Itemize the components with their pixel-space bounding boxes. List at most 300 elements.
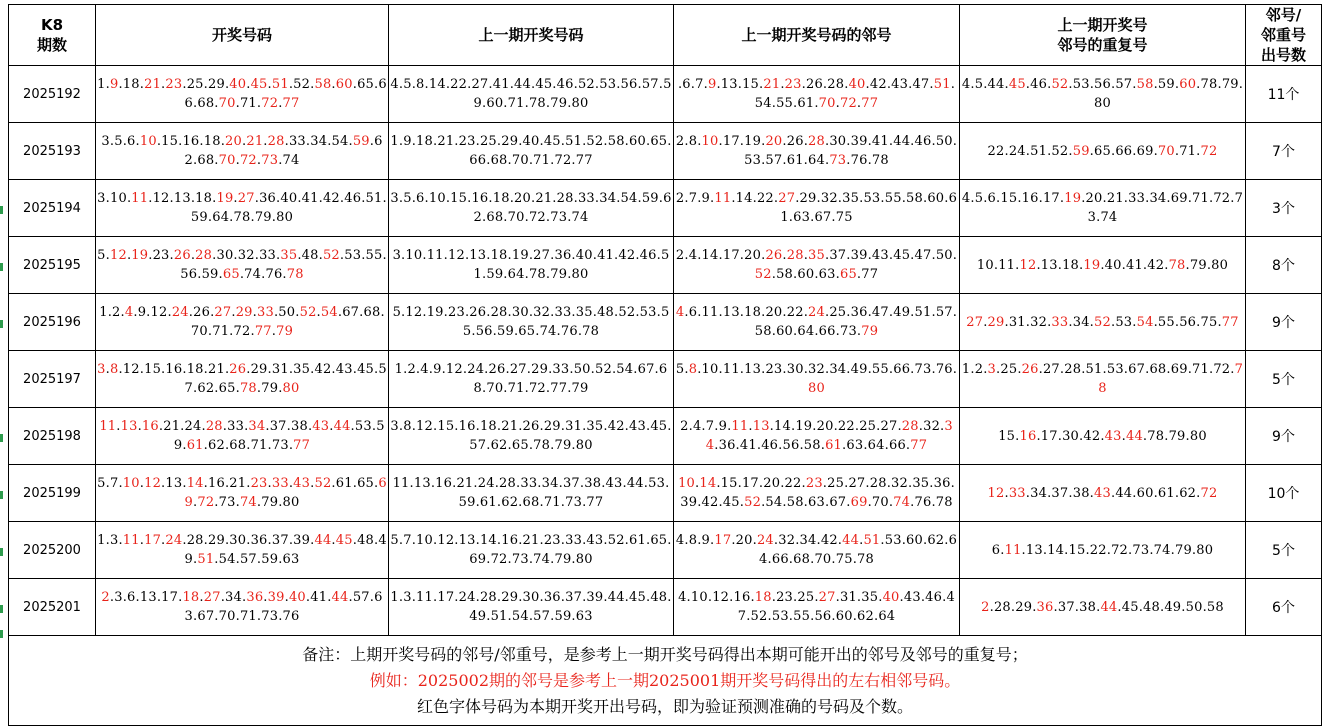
separator-dot: .	[441, 362, 446, 377]
cell-period[interactable]: 2025200	[9, 522, 96, 579]
number: 41	[492, 77, 510, 92]
separator-dot: .	[158, 419, 164, 434]
separator-dot: .	[824, 134, 830, 149]
separator-dot: .	[867, 362, 872, 377]
number: 36	[718, 438, 736, 453]
separator-dot: .	[156, 134, 162, 149]
separator-dot: .	[1068, 314, 1073, 330]
number: 65	[650, 533, 668, 548]
notes-cell[interactable]	[9, 636, 1322, 726]
separator-dot: .	[203, 438, 208, 453]
cell-count[interactable]: 9个	[1246, 408, 1322, 465]
number: 69	[850, 495, 868, 510]
separator-dot: .	[929, 476, 934, 491]
number: 33	[552, 362, 570, 377]
header-neighbors[interactable]: 上一期开奖号码的邻号	[674, 5, 960, 66]
number: 35	[575, 305, 593, 320]
number: 42	[314, 362, 332, 377]
separator-dot: .	[886, 476, 892, 491]
number: 58	[754, 324, 772, 339]
number: 10	[109, 191, 127, 206]
cell-draw[interactable]	[96, 66, 389, 123]
cell-draw[interactable]	[96, 180, 389, 237]
separator-dot: .	[1153, 77, 1158, 92]
separator-dot: .	[224, 476, 230, 491]
number: 18	[754, 590, 772, 605]
number: 57	[1115, 77, 1133, 92]
number: 5	[392, 305, 402, 320]
header-prev-draw[interactable]: 上一期开奖号码	[389, 5, 674, 66]
number: 34	[248, 419, 266, 434]
number: 32	[778, 533, 796, 548]
separator-dot: .	[528, 609, 534, 624]
number: 4	[675, 533, 685, 548]
header-dup-neighbors[interactable]: 上一期开奖号 邻号的重复号	[960, 5, 1246, 66]
cell-dup-neighbors[interactable]	[960, 66, 1246, 123]
number: 20	[1085, 191, 1103, 206]
separator-dot: .	[188, 305, 194, 320]
number: 27	[237, 191, 255, 206]
separator-dot: .	[824, 305, 830, 320]
number: 75	[1200, 314, 1218, 330]
separator-dot: .	[1110, 314, 1116, 330]
number: 79	[261, 495, 279, 510]
number: 44	[331, 590, 349, 605]
number: 48	[301, 248, 319, 263]
number: 23	[165, 77, 183, 92]
number: 70	[218, 96, 236, 111]
separator-dot: .	[624, 590, 630, 605]
cell-dup-neighbors[interactable]	[960, 522, 1246, 579]
number: 52	[750, 609, 768, 624]
number: 8	[688, 533, 698, 548]
separator-dot: .	[467, 191, 472, 206]
separator-dot: .	[348, 590, 353, 605]
number: 78	[528, 96, 546, 111]
separator-dot: .	[716, 77, 721, 92]
cell-period[interactable]: 2025195	[9, 237, 96, 294]
cell-period[interactable]: 2025199	[9, 465, 96, 522]
cell-neighbors[interactable]	[674, 66, 960, 123]
number: 37	[565, 590, 583, 605]
number: 60	[906, 533, 923, 548]
separator-dot: .	[1196, 77, 1201, 92]
cell-prev-draw[interactable]	[389, 351, 674, 408]
separator-dot: .	[235, 381, 240, 396]
number: 9	[701, 191, 711, 206]
separator-dot: .	[931, 362, 936, 377]
cell-draw[interactable]	[96, 294, 389, 351]
separator-dot: .	[1196, 485, 1201, 501]
cell-prev-draw[interactable]	[389, 579, 674, 636]
cell-period[interactable]: 2025196	[9, 294, 96, 351]
separator-dot: .	[737, 476, 742, 491]
number: 62	[927, 533, 945, 548]
separator-dot: .	[695, 476, 700, 491]
number: 65	[218, 381, 236, 396]
number: 35	[861, 590, 879, 605]
cell-prev-draw[interactable]	[389, 180, 674, 237]
cell-neighbors[interactable]	[674, 408, 960, 465]
number: 22	[786, 305, 804, 320]
cell-dup-neighbors[interactable]	[960, 237, 1246, 294]
number: 80	[282, 381, 300, 396]
number: 1	[97, 533, 106, 548]
separator-dot: .	[1042, 542, 1048, 558]
number: 64	[867, 438, 885, 453]
cell-period[interactable]: 2025193	[9, 123, 96, 180]
header-row	[9, 5, 1322, 66]
cell-draw[interactable]	[96, 579, 389, 636]
cell-neighbors[interactable]	[674, 123, 960, 180]
separator-dot: .	[888, 134, 894, 149]
number: 57	[469, 438, 487, 453]
number: 57	[239, 552, 257, 567]
number: 40	[848, 77, 866, 92]
cell-dup-neighbors[interactable]	[960, 408, 1246, 465]
separator-dot: .	[1081, 191, 1086, 206]
cell-count[interactable]: 7个	[1246, 123, 1322, 180]
cell-prev-draw[interactable]	[389, 237, 674, 294]
cell-prev-draw[interactable]	[389, 66, 674, 123]
separator-dot: .	[550, 438, 555, 453]
number: 33	[554, 305, 572, 320]
cell-neighbors[interactable]	[674, 351, 960, 408]
cell-dup-neighbors[interactable]	[960, 351, 1246, 408]
cell-neighbors[interactable]	[674, 294, 960, 351]
number: 4	[961, 77, 971, 92]
number: 80	[1196, 542, 1214, 558]
separator-dot: .	[261, 267, 266, 282]
cell-neighbors[interactable]	[674, 180, 960, 237]
number: 22	[837, 419, 855, 434]
cell-neighbors[interactable]	[674, 522, 960, 579]
cell-draw[interactable]	[96, 408, 389, 465]
header-count[interactable]: 邻号/ 邻重号 出号数	[1246, 5, 1322, 66]
separator-dot: .	[950, 77, 956, 92]
separator-dot: .	[486, 305, 491, 320]
separator-dot: .	[761, 153, 766, 168]
separator-dot: .	[645, 590, 651, 605]
number: 21	[144, 77, 162, 92]
number: 38	[1072, 485, 1090, 501]
separator-dot: .	[401, 248, 406, 263]
separator-dot: .	[430, 476, 436, 491]
separator-dot: .	[884, 438, 889, 453]
cell-count[interactable]: 6个	[1246, 579, 1322, 636]
separator-dot: .	[462, 362, 468, 377]
separator-dot: .	[398, 419, 404, 434]
cell-draw[interactable]	[96, 237, 389, 294]
number: 75	[835, 552, 853, 567]
cell-count[interactable]: 3个	[1246, 180, 1322, 237]
cell-prev-draw[interactable]	[389, 465, 674, 522]
number: 62	[197, 381, 215, 396]
number: 14	[479, 533, 497, 548]
number: 29	[543, 419, 561, 434]
separator-dot: .	[944, 191, 949, 206]
separator-dot: .	[1047, 314, 1052, 330]
separator-dot: .	[803, 153, 809, 168]
cell-period[interactable]: 2025198	[9, 408, 96, 465]
cell-period[interactable]: 2025201	[9, 579, 96, 636]
cell-draw[interactable]	[96, 522, 389, 579]
number: 5	[114, 134, 123, 149]
number: 79	[276, 324, 294, 339]
cell-neighbors[interactable]	[674, 465, 960, 522]
number: 14	[1047, 542, 1065, 558]
number: 26	[522, 419, 540, 434]
number: 57	[641, 77, 659, 92]
number: 66	[888, 438, 906, 453]
separator-dot: .	[327, 590, 332, 605]
separator-dot: .	[803, 248, 809, 263]
separator-dot: .	[210, 305, 215, 320]
separator-dot: .	[482, 210, 487, 225]
separator-dot: .	[288, 77, 294, 92]
cell-dup-neighbors[interactable]	[960, 579, 1246, 636]
number: 79	[1189, 257, 1207, 273]
number: 68	[486, 210, 504, 225]
separator-dot: .	[1145, 191, 1150, 206]
number: 17	[1042, 191, 1060, 206]
number: 64	[878, 609, 896, 624]
cell-dup-neighbors[interactable]	[960, 465, 1246, 522]
number: 79	[554, 438, 572, 453]
separator-dot: .	[1117, 599, 1122, 615]
number: 32	[923, 419, 941, 434]
number: 56	[180, 267, 198, 282]
number: 60	[776, 324, 794, 339]
separator-dot: .	[242, 590, 247, 605]
separator-dot: .	[571, 609, 576, 624]
separator-dot: .	[1217, 314, 1222, 330]
separator-dot: .	[507, 438, 512, 453]
cell-prev-draw[interactable]	[389, 408, 674, 465]
separator-dot: .	[235, 552, 240, 567]
number: 33	[1008, 485, 1026, 501]
separator-dot: .	[803, 305, 809, 320]
separator-dot: .	[361, 191, 366, 206]
cell-period[interactable]: 2025197	[9, 351, 96, 408]
cell-dup-neighbors[interactable]	[960, 294, 1246, 351]
separator-dot: .	[137, 419, 142, 434]
separator-dot: .	[278, 153, 283, 168]
number: 3	[101, 134, 110, 149]
number: 49	[1164, 599, 1182, 615]
separator-dot: .	[1153, 485, 1158, 501]
number: 6	[688, 305, 698, 320]
number: 4	[124, 305, 134, 320]
number: 11	[99, 419, 117, 434]
number: 73	[271, 438, 289, 453]
cell-prev-draw[interactable]	[389, 522, 674, 579]
cell-count[interactable]: 8个	[1246, 237, 1322, 294]
separator-dot: .	[1138, 599, 1144, 615]
separator-dot: .	[507, 609, 512, 624]
cell-prev-draw[interactable]	[389, 294, 674, 351]
separator-dot: .	[780, 476, 785, 491]
cell-neighbors[interactable]	[674, 237, 960, 294]
separator-dot: .	[503, 267, 508, 282]
separator-dot: .	[814, 267, 819, 282]
separator-dot: .	[658, 77, 664, 92]
separator-dot: .	[486, 438, 491, 453]
separator-dot: .	[922, 191, 928, 206]
separator-dot: .	[380, 305, 385, 320]
separator-dot: .	[907, 476, 913, 491]
separator-dot: .	[229, 210, 234, 225]
cell-prev-draw[interactable]	[389, 123, 674, 180]
separator-dot: .	[852, 552, 858, 567]
number: 70	[507, 210, 525, 225]
number: 17	[161, 590, 179, 605]
separator-dot: .	[814, 324, 819, 339]
separator-dot: .	[1068, 143, 1073, 159]
separator-dot: .	[486, 609, 491, 624]
number: 80	[571, 267, 589, 282]
number: 46	[344, 191, 362, 206]
number: 71	[1192, 191, 1209, 206]
cell-neighbors[interactable]	[674, 579, 960, 636]
separator-dot: .	[739, 495, 745, 510]
number: 32	[820, 191, 838, 206]
separator-dot: .	[614, 248, 619, 263]
number: 21	[535, 191, 553, 206]
number: 26	[469, 305, 487, 320]
number: 51	[1030, 143, 1048, 159]
separator-dot: .	[178, 590, 183, 605]
separator-dot: .	[1089, 485, 1095, 501]
separator-dot: .	[846, 495, 851, 510]
number: 13	[173, 191, 191, 206]
number: 40	[280, 191, 298, 206]
separator-dot: .	[1036, 257, 1041, 273]
cell-period[interactable]: 2025192	[9, 66, 96, 123]
separator-dot: .	[922, 533, 928, 548]
number: 64	[212, 210, 230, 225]
separator-dot: .	[256, 153, 262, 168]
number: 20	[735, 533, 753, 548]
number: 34	[310, 134, 328, 149]
separator-dot: .	[856, 96, 862, 111]
separator-dot: .	[282, 267, 287, 282]
separator-dot: .	[524, 210, 529, 225]
separator-dot: .	[1185, 257, 1190, 273]
number: 78	[533, 438, 551, 453]
number: 71	[212, 324, 230, 339]
number: 74	[893, 495, 911, 510]
separator-dot: .	[810, 609, 815, 624]
cell-count[interactable]: 5个	[1246, 522, 1322, 579]
number: 21	[437, 134, 455, 149]
separator-dot: .	[1166, 362, 1171, 377]
number: 30	[216, 248, 234, 263]
number: 11	[122, 533, 140, 548]
separator-dot: .	[1000, 542, 1005, 558]
separator-dot: .	[739, 134, 745, 149]
number: 45	[543, 134, 561, 149]
cell-count[interactable]: 9个	[1246, 294, 1322, 351]
cell-period[interactable]: 2025194	[9, 180, 96, 237]
separator-dot: .	[950, 476, 955, 491]
number: 18	[479, 419, 497, 434]
separator-dot: .	[526, 362, 532, 377]
separator-dot: .	[567, 381, 572, 396]
number: 19	[795, 419, 813, 434]
separator-dot: .	[560, 419, 566, 434]
number: 18	[195, 191, 213, 206]
number: 32	[891, 476, 908, 491]
separator-dot: .	[531, 191, 536, 206]
separator-dot: .	[793, 590, 798, 605]
number: 35	[842, 191, 860, 206]
number: 26	[786, 134, 804, 149]
separator-dot: .	[756, 438, 762, 453]
number: 1	[390, 134, 399, 149]
cell-draw[interactable]	[96, 465, 389, 522]
separator-dot: .	[940, 419, 945, 434]
cell-dup-neighbors[interactable]	[960, 123, 1246, 180]
cell-count[interactable]: 10个	[1246, 465, 1322, 522]
number: 66	[771, 552, 789, 567]
number: 19	[131, 248, 149, 263]
separator-dot: .	[539, 134, 544, 149]
number: 79	[1168, 428, 1186, 444]
separator-dot: .	[816, 191, 821, 206]
number: 35	[912, 476, 930, 491]
number: 6	[991, 542, 1001, 558]
number: 16	[182, 134, 200, 149]
separator-dot: .	[888, 305, 894, 320]
separator-dot: .	[1017, 191, 1022, 206]
separator-dot: .	[203, 362, 208, 377]
number: 23	[447, 305, 465, 320]
number: 45	[650, 419, 668, 434]
separator-dot: .	[1208, 362, 1214, 377]
cell-draw[interactable]	[96, 123, 389, 180]
number: 79	[571, 381, 589, 396]
cell-count[interactable]: 5个	[1246, 351, 1322, 408]
number: 36	[259, 191, 277, 206]
number: 15	[1000, 191, 1018, 206]
cell-draw[interactable]	[96, 351, 389, 408]
number: 44	[1115, 485, 1133, 501]
separator-dot: .	[454, 419, 459, 434]
separator-dot: .	[295, 305, 300, 320]
header-period[interactable]: K8 期数	[9, 5, 96, 66]
separator-dot: .	[513, 324, 519, 339]
number: 73	[1087, 191, 1244, 225]
number: 39	[293, 533, 311, 548]
cell-dup-neighbors[interactable]	[960, 180, 1246, 237]
separator-dot: .	[746, 609, 751, 624]
number: 45	[250, 77, 268, 92]
number: 23	[250, 476, 268, 491]
separator-dot: .	[352, 533, 358, 548]
number: 72	[261, 96, 279, 111]
number: 2	[675, 134, 685, 149]
cell-count[interactable]: 11个	[1246, 66, 1322, 123]
separator-dot: .	[233, 191, 238, 206]
number: 70	[218, 609, 236, 624]
separator-dot: .	[793, 324, 798, 339]
separator-dot: .	[1102, 191, 1107, 206]
header-draw[interactable]: 开奖号码	[96, 5, 389, 66]
number: 31	[565, 419, 583, 434]
separator-dot: .	[637, 191, 642, 206]
separator-dot: .	[714, 419, 719, 434]
